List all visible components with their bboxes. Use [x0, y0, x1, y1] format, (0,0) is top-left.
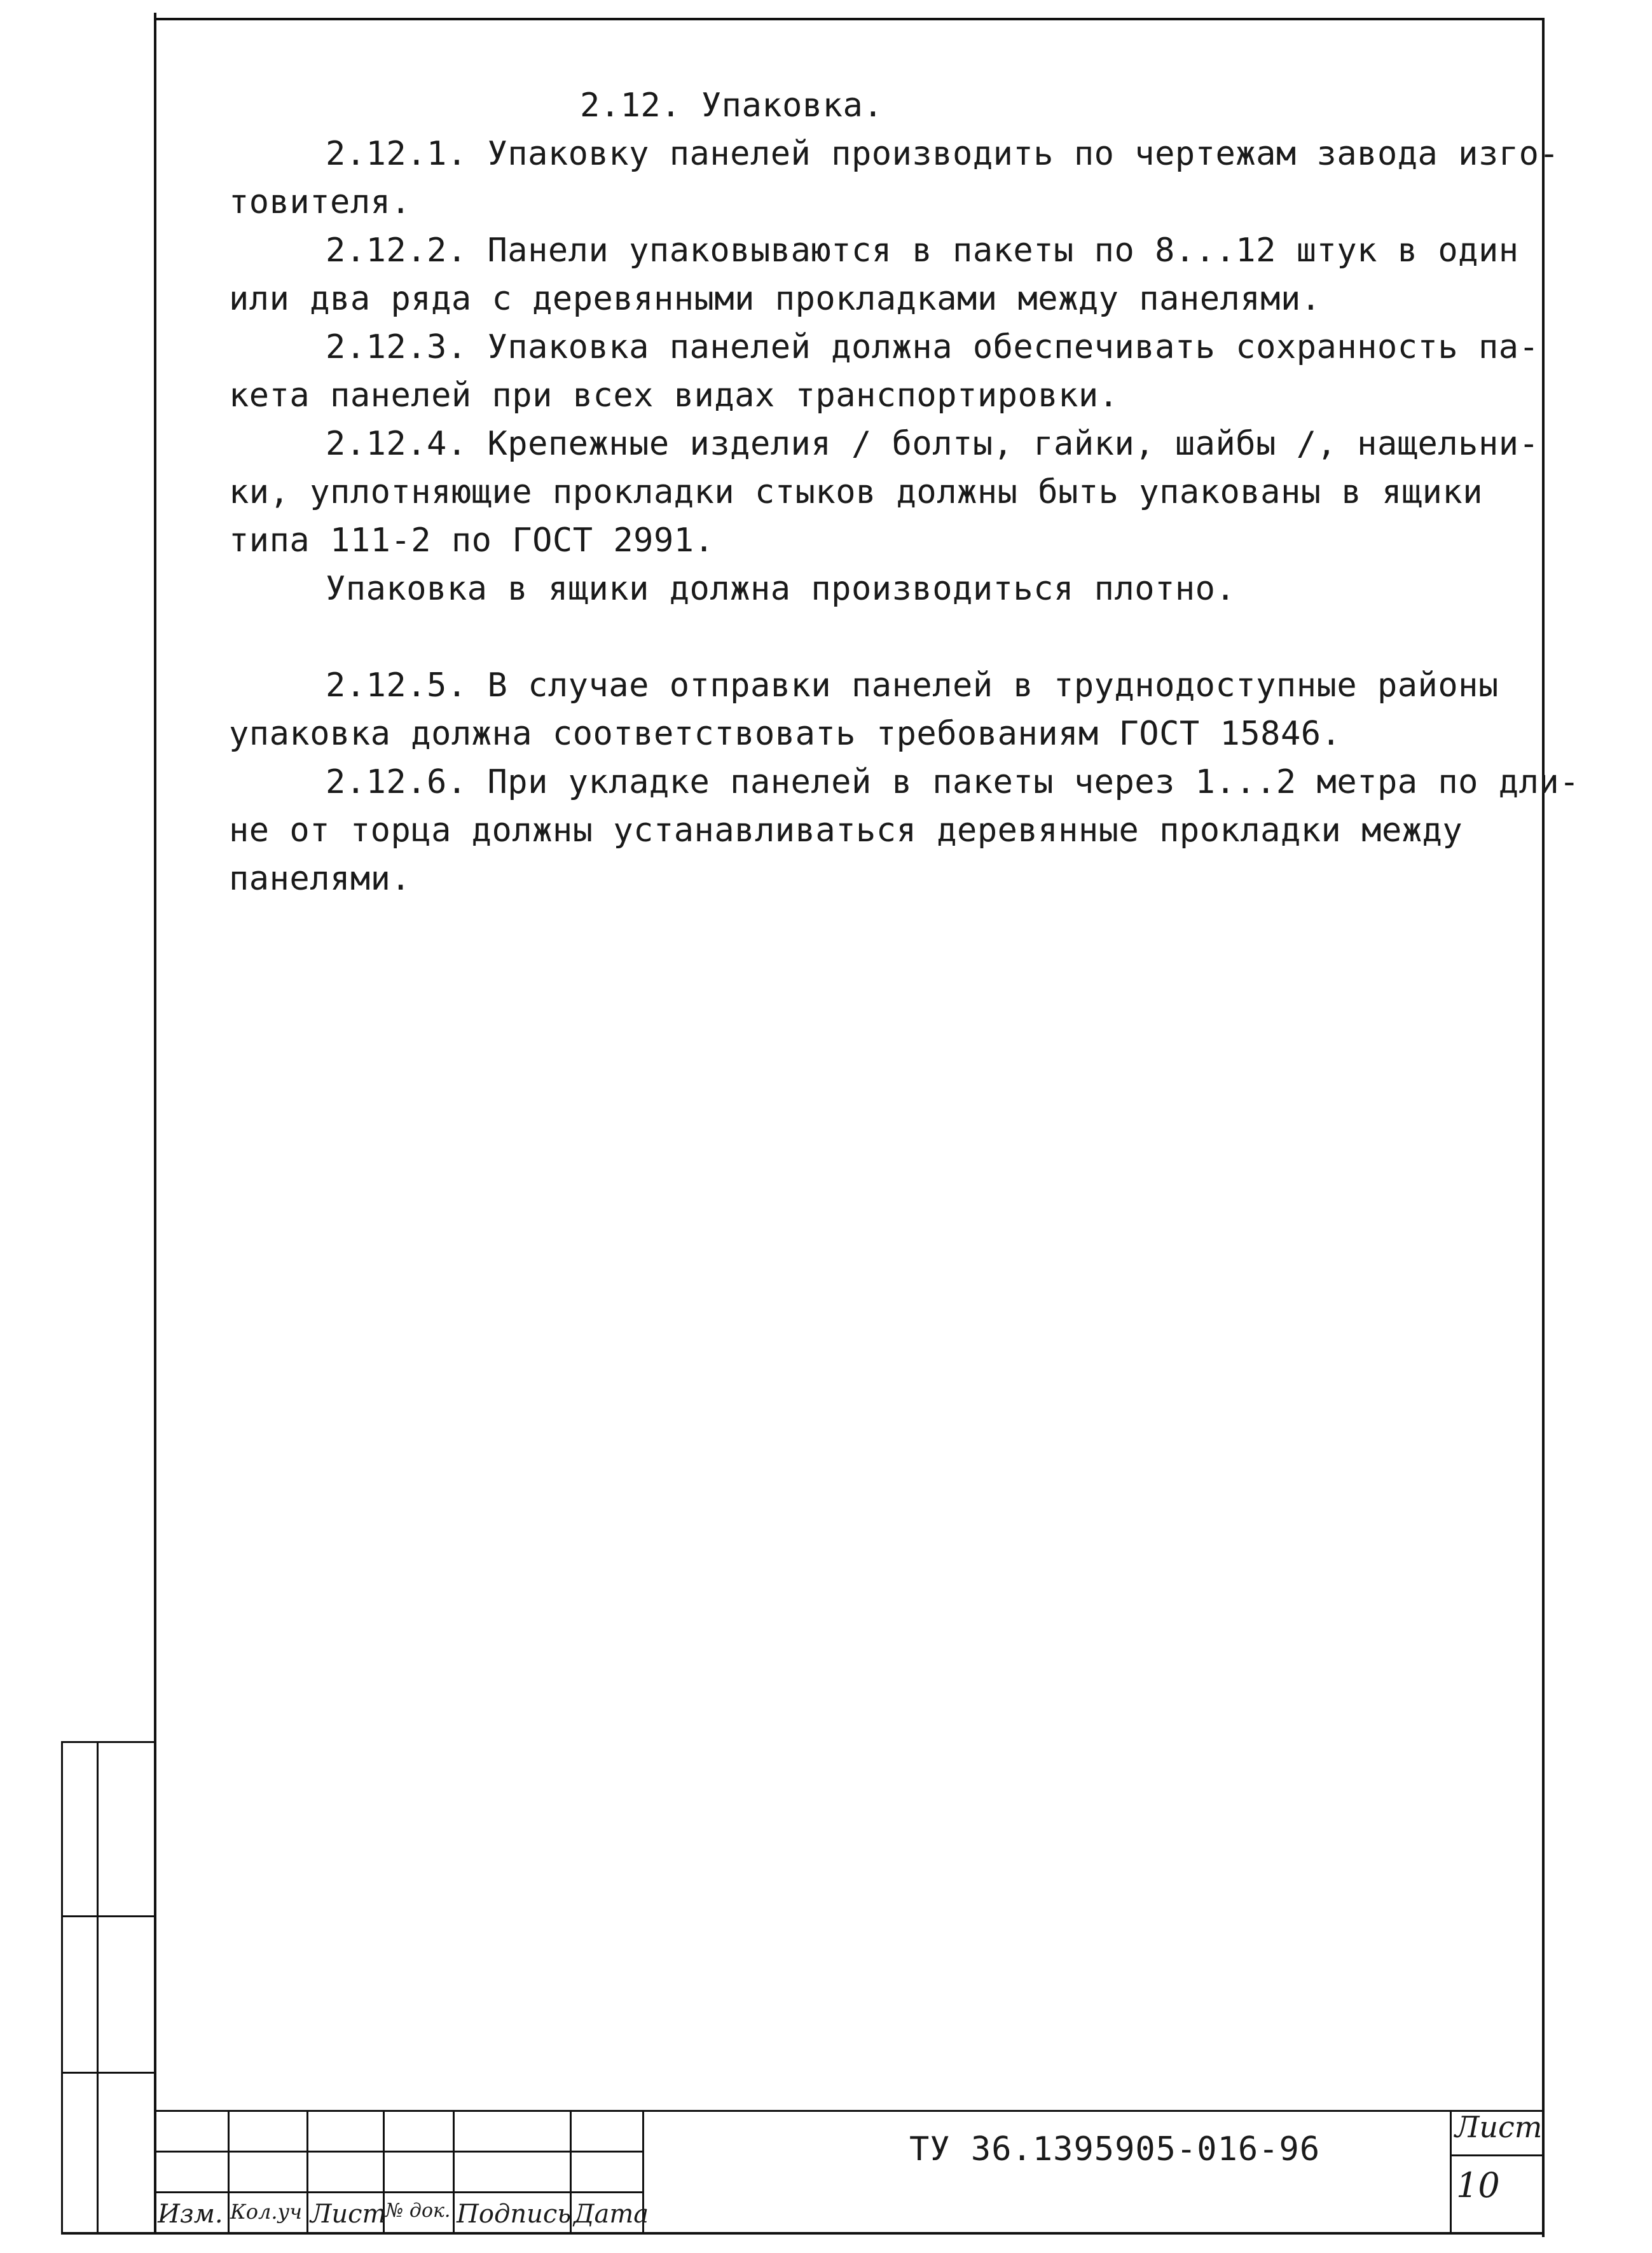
document-code: ТУ 36.1395905-016-96 [909, 2130, 1321, 2168]
title-block-sheet-row-line [1450, 2154, 1545, 2156]
stamp-label-doc-number: № док. [385, 2200, 451, 2222]
text-line: панелями. [229, 860, 411, 898]
margin-strip-line-1 [61, 1741, 155, 1743]
title-block-col-line-4 [453, 2110, 455, 2234]
stamp-label-signature: Подпись [457, 2200, 572, 2229]
text-line: 2.12.6. При укладке панелей в пакеты через 1...2 метра по дли- [326, 763, 1580, 801]
frame-bottom-border [61, 2232, 1545, 2235]
margin-strip-outer-line [61, 1741, 63, 2234]
text-line: или два ряда с деревянными прокладками между панелями. [229, 280, 1321, 318]
text-line: товителя. [229, 183, 411, 221]
margin-strip-line-2 [61, 1915, 155, 1917]
title-block-sheet-divider [1450, 2110, 1452, 2234]
text-line: типа 111-2 по ГОСТ 2991. [229, 521, 715, 560]
text-line: кета панелей при всех видах транспортировки. [229, 376, 1119, 415]
text-line: 2.12.5. В случае отправки панелей в труднодоступные районы [326, 666, 1499, 705]
text-line: Упаковка в ящики должна производиться плотно. [326, 570, 1236, 608]
paragraph-gap [229, 613, 1507, 661]
stamp-label-change: Изм. [158, 2200, 223, 2229]
frame-top-border [154, 18, 1545, 20]
margin-strip-line-3 [61, 2072, 155, 2074]
text-line: 2.12.2. Панели упаковываются в пакеты по 8...12 штук в один [326, 231, 1519, 270]
section-heading: 2.12. Упаковка. [580, 86, 884, 125]
margin-strip-inner-line [97, 1741, 99, 2234]
stamp-label-date: Дата [574, 2200, 649, 2229]
text-line: 2.12.1. Упаковку панелей производить по чертежам завода изго- [326, 135, 1560, 173]
frame-right-border [1542, 18, 1545, 2237]
document-body [229, 81, 1580, 903]
title-block-top-line [154, 2110, 1545, 2112]
stamp-label-quantity: Кол.уч [230, 2200, 303, 2224]
title-block-col-line-2 [306, 2110, 308, 2234]
stamp-label-sheet: Лист [310, 2200, 387, 2229]
sheet-label: Лист [1455, 2110, 1543, 2144]
text-line: ки, уплотняющие прокладки стыков должны быть упакованы в ящики [229, 473, 1483, 511]
text-line: упаковка должна соответствовать требованиям ГОСТ 15846. [229, 715, 1342, 753]
text-line: не от торца должны устанавливаться деревянные прокладки между [229, 811, 1463, 850]
sheet-number: 10 [1456, 2165, 1500, 2205]
title-block-col-line-1 [228, 2110, 230, 2234]
text-line: 2.12.4. Крепежные изделия / болты, гайки, шайбы /, нащельни- [326, 425, 1539, 463]
text-line: 2.12.3. Упаковка панелей должна обеспечивать сохранность па- [326, 328, 1539, 366]
frame-left-border [154, 13, 156, 2234]
